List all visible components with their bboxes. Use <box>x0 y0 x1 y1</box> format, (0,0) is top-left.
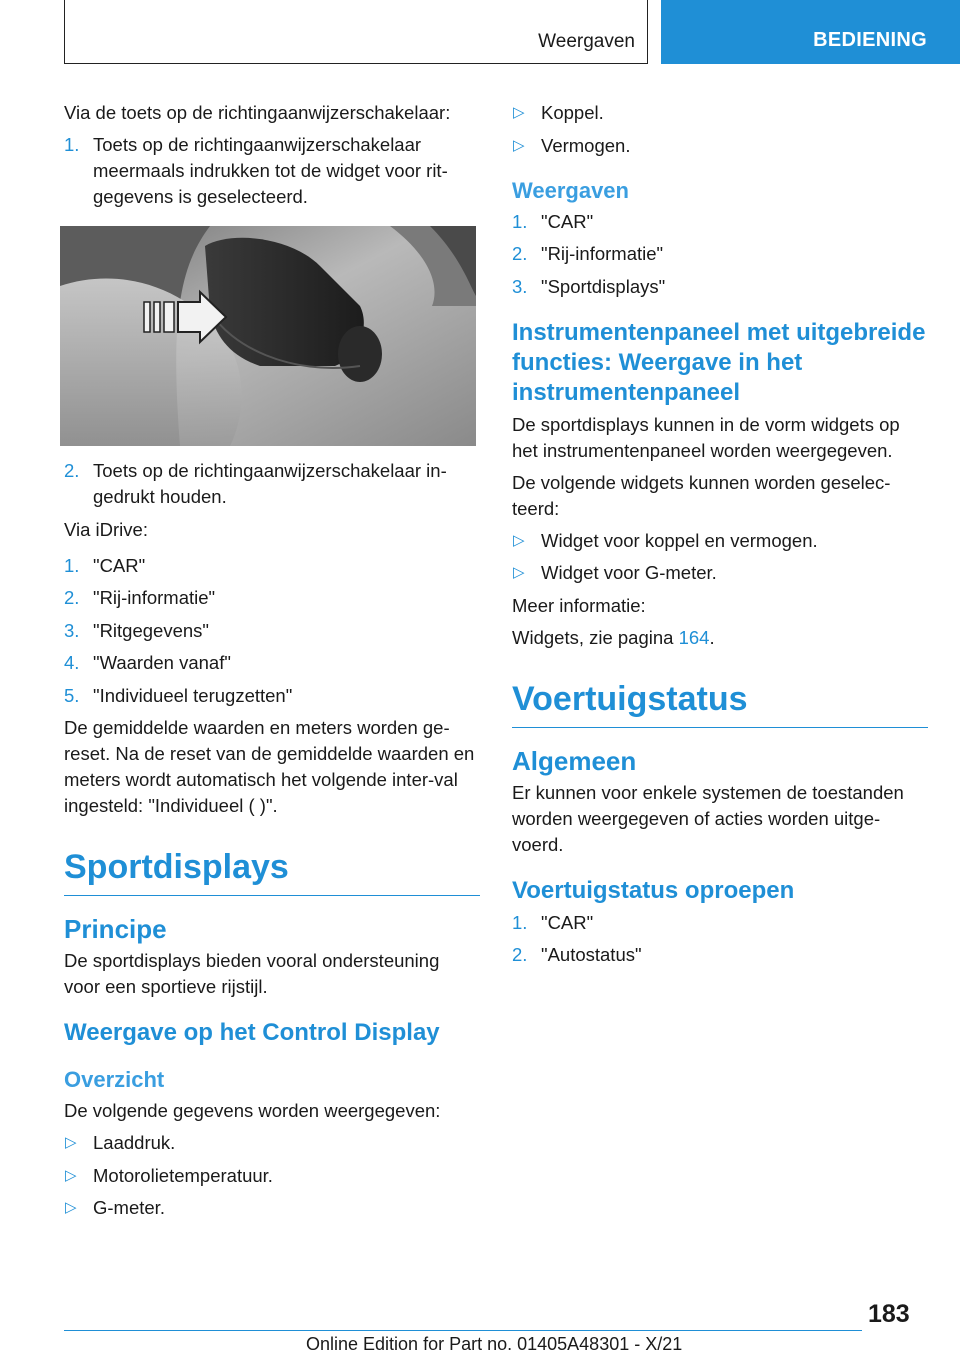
step-number: 4. <box>64 652 80 673</box>
step-text: "Waarden vanaf" <box>93 652 231 673</box>
item-text: Koppel. <box>541 102 604 123</box>
step-number: 3. <box>512 275 528 297</box>
step-text: "Rij-informatie" <box>541 243 664 264</box>
list-item <box>64 1163 480 1189</box>
triangle-right-icon: ▷ <box>65 1134 77 1151</box>
step-number: 3. <box>64 619 80 641</box>
widgets-ref-end: . <box>709 626 715 648</box>
item-text: Vermogen. <box>541 134 631 156</box>
item-text: Widget voor G-meter. <box>541 562 717 583</box>
step-number: 5. <box>64 684 80 706</box>
steps-list-a <box>64 132 480 210</box>
step-text: "CAR" <box>541 210 594 232</box>
step-text: "CAR" <box>541 911 594 933</box>
page-link-164[interactable]: 164 <box>678 626 710 648</box>
list-item <box>64 458 480 510</box>
heading-principe: Principe <box>64 914 167 944</box>
item-text: G-meter. <box>93 1197 165 1218</box>
step-text: "Ritgegevens" <box>93 619 209 641</box>
reset-text: De gemiddelde waarden en meters worden ge-reset. Na de reset van de gemiddelde waarden en meters wordt automatisch het volgende inter-val ingesteld: "Individueel ( )". <box>64 717 475 816</box>
header-chapter-tab <box>661 0 960 64</box>
step-text: "Rij-informatie" <box>93 587 216 608</box>
instr-text-1: De sportdisplays kunnen in de vorm widgets op het instrumentenpaneel worden weergegeven. <box>512 413 900 461</box>
triangle-right-icon: ▷ <box>65 1166 77 1184</box>
overzicht-list <box>64 1130 480 1221</box>
list-item <box>512 910 928 936</box>
oproepen-steps-list <box>512 910 928 969</box>
triangle-right-icon: ▷ <box>513 136 525 154</box>
list-item <box>512 133 928 159</box>
triangle-right-icon: ▷ <box>513 104 525 121</box>
step-text: "CAR" <box>93 554 146 576</box>
heading-overzicht: Overzicht <box>64 1067 165 1092</box>
step-number: 2. <box>64 460 80 481</box>
list-item <box>512 209 928 235</box>
footer-divider <box>64 1330 862 1331</box>
via-idrive-text: Via iDrive: <box>64 518 148 540</box>
step-number: 2. <box>512 243 528 264</box>
principe-text: De sportdisplays bieden vooral ondersteuning voor een sportieve rijstijl. <box>64 950 440 997</box>
heading-algemeen: Algemeen <box>512 745 637 776</box>
list-item <box>512 100 928 126</box>
step-number: 2. <box>64 587 80 608</box>
heading-voertuigstatus: Voertuigstatus <box>512 679 928 728</box>
item-text: Motorolietemperatuur. <box>93 1164 273 1186</box>
step-number: 1. <box>64 554 80 576</box>
step-text: "Autostatus" <box>541 944 642 965</box>
list-item <box>64 553 480 579</box>
step-text: Toets op de richtingaanwijzerschakelaar meermaals indrukken tot de widget voor rit-gegevens is geselecteerd. <box>93 134 448 207</box>
triangle-right-icon: ▷ <box>65 1199 77 1216</box>
step-text: "Individueel terugzetten" <box>93 684 293 706</box>
list-item <box>512 274 928 300</box>
heading-control-display: Weergave op het Control Display <box>64 1019 440 1046</box>
instr-text-2: De volgende widgets kunnen worden geselec-teerd: <box>512 471 891 519</box>
header-section-box <box>64 0 648 64</box>
list-item <box>64 650 480 676</box>
heading-weergaven: Weergaven <box>512 177 629 203</box>
widgets-ref-text: Widgets, zie pagina <box>512 626 679 648</box>
widget-list <box>512 528 928 587</box>
algemeen-text: Er kunnen voor enkele systemen de toestanden worden weergegeven of acties worden uitge-voerd. <box>512 781 904 855</box>
heading-voertuigstatus-oproepen: Voertuigstatus oproepen <box>512 876 795 904</box>
turn-signal-lever-photo <box>60 226 476 446</box>
intro-text: Via de toets op de richtingaanwijzerschakelaar: <box>64 102 451 123</box>
triangle-right-icon: ▷ <box>513 564 525 581</box>
list-item <box>512 241 928 267</box>
weergaven-steps-list <box>512 209 928 300</box>
list-item <box>512 942 928 968</box>
left-column <box>64 100 480 1228</box>
top-items-list <box>512 100 928 159</box>
widgets-reference <box>512 625 928 651</box>
list-item <box>64 683 480 709</box>
item-text: Widget voor koppel en vermogen. <box>541 529 818 551</box>
heading-instrumentenpaneel: Instrumentenpaneel met uitgebreide functies: Weergave in het instrumentenpaneel <box>512 318 926 406</box>
step-number: 2. <box>512 944 528 965</box>
overzicht-text: De volgende gegevens worden weergegeven: <box>64 1100 441 1121</box>
step-number: 1. <box>512 911 528 933</box>
footer-edition: Online Edition for Part no. 01405A48301 - X/21 <box>306 1334 683 1354</box>
list-item <box>64 1195 480 1221</box>
triangle-right-icon: ▷ <box>513 531 525 549</box>
header-chapter-title: BEDIENING <box>813 29 927 51</box>
list-item <box>64 132 480 210</box>
list-item <box>64 1130 480 1156</box>
steps-list-b <box>64 458 480 510</box>
step-text: Toets op de richtingaanwijzerschakelaar in-gedrukt houden. <box>93 460 447 507</box>
meer-info-text: Meer informatie: <box>512 594 646 616</box>
list-item <box>512 528 928 554</box>
heading-sportdisplays: Sportdisplays <box>64 847 480 896</box>
step-number: 1. <box>512 210 528 232</box>
list-item <box>512 560 928 586</box>
header-section-title: Weergaven <box>538 31 635 52</box>
list-item <box>64 618 480 644</box>
right-column <box>512 100 928 975</box>
step-text: "Sportdisplays" <box>541 275 666 297</box>
step-number: 1. <box>64 134 80 155</box>
list-item <box>64 585 480 611</box>
page-number: 183 <box>868 1300 910 1328</box>
item-text: Laaddruk. <box>93 1132 176 1153</box>
idrive-steps-list <box>64 553 480 709</box>
